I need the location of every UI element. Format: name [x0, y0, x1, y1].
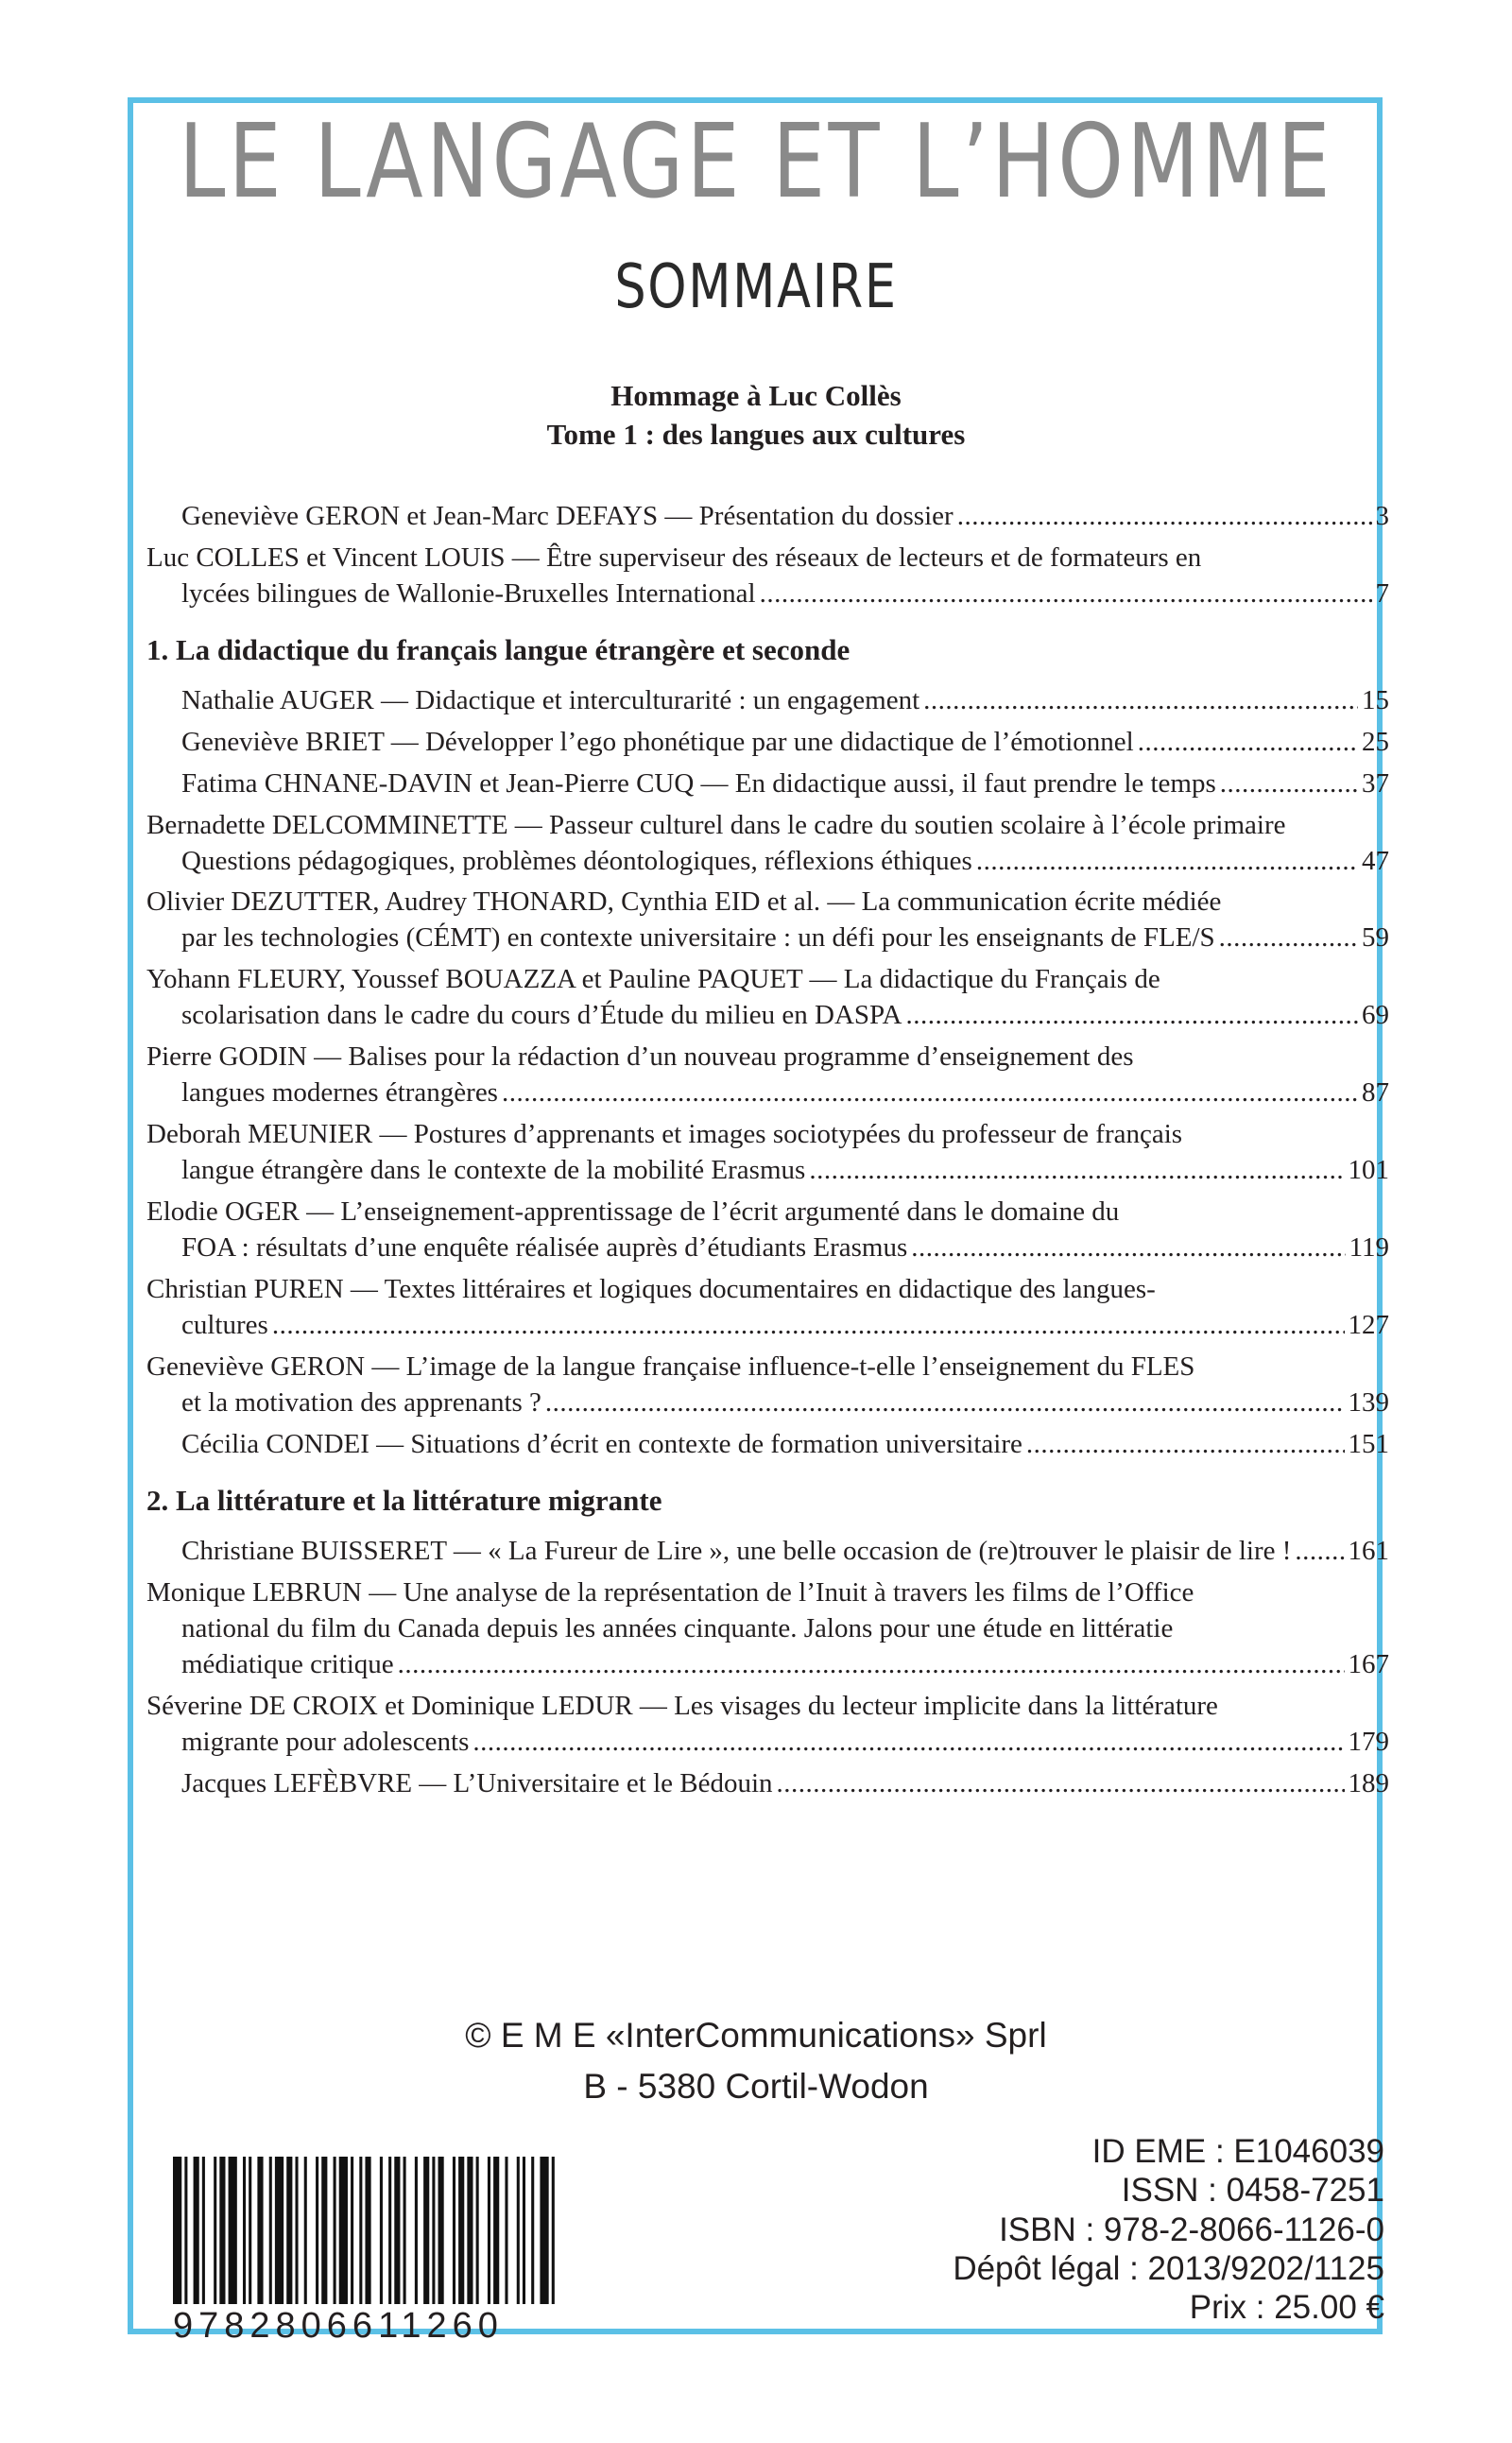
toc-entry-title: Jacques LEFÈBVRE — L’Universitaire et le Bédouin [181, 1767, 773, 1798]
barcode-bar [249, 2157, 251, 2304]
dot-leader [1220, 766, 1358, 802]
barcode-bar [243, 2157, 246, 2304]
barcode-bar [334, 2157, 336, 2304]
toc-entry-last-line [181, 1427, 1389, 1463]
toc-entry-title: Fatima CHNANE-DAVIN et Jean-Pierre CUQ — En didactique aussi, il faut prendre le temps [181, 767, 1216, 799]
page-number: 69 [1362, 1000, 1389, 1031]
toc-entry-title: par les technologies (CÉMT) en contexte universitaire : un défi pour les enseignants de FLE/S [181, 922, 1215, 954]
page-number: 47 [1362, 845, 1389, 876]
toc-entry-title: langues modernes étrangères [181, 1077, 498, 1109]
barcode-bar [458, 2157, 464, 2304]
toc-entry [146, 1427, 1389, 1463]
price: Prix : 25.00 € [1189, 2289, 1384, 2327]
toc-entry-last-line [181, 1308, 1389, 1344]
toc-entry [146, 1350, 1389, 1421]
page-number: 179 [1348, 1726, 1389, 1757]
barcode-bar [438, 2157, 444, 2304]
page-number: 139 [1348, 1387, 1389, 1419]
toc-entry [146, 1272, 1389, 1344]
toc-entry-title: FOA : résultats d’une enquête réalisée auprès d’étudiants Erasmus [181, 1232, 908, 1264]
dot-leader [976, 844, 1358, 880]
dot-leader [502, 1075, 1358, 1111]
toc-entry-last-line [181, 576, 1389, 612]
page-number: 59 [1362, 922, 1389, 954]
identifiers-block [953, 2132, 1384, 2327]
page-number: 151 [1348, 1429, 1389, 1460]
toc-entry-title: médiatique critique [181, 1648, 394, 1679]
barcode-bar [394, 2157, 400, 2304]
barcode-bar [202, 2157, 205, 2304]
toc-entry [146, 499, 1389, 535]
toc-entry-title: migrante pour adolescents [181, 1726, 470, 1757]
barcode-bar [388, 2157, 391, 2304]
page-number: 189 [1348, 1767, 1389, 1798]
toc-entry-last-line [181, 1230, 1389, 1266]
toc-entry-line: Geneviève GERON — L’image de la langue française influence-t-elle l’enseignement du FLES [146, 1351, 1195, 1383]
toc-entry-last-line [181, 499, 1389, 535]
page-number: 7 [1375, 577, 1389, 609]
barcode-bar [275, 2157, 284, 2304]
toc-entry-title: cultures [181, 1310, 268, 1341]
dot-leader [398, 1647, 1345, 1683]
toc-entry-line: Elodie OGER — L’enseignement-apprentissage de l’écrit argumenté dans le domaine du [146, 1196, 1120, 1228]
page-number: 161 [1348, 1535, 1389, 1566]
toc-entry-line: Christian PUREN — Textes littéraires et logiques documentaires en didactique des langues- [146, 1274, 1156, 1305]
toc-entry [146, 885, 1389, 956]
dot-leader [1219, 920, 1358, 956]
barcode-bar [304, 2157, 307, 2304]
barcode-bar [517, 2157, 520, 2304]
toc-entry [146, 808, 1389, 880]
toc-entry [146, 1766, 1389, 1802]
dot-leader [545, 1385, 1345, 1421]
barcode-bar [432, 2157, 435, 2304]
page-number: 167 [1348, 1648, 1389, 1679]
page-number: 101 [1348, 1155, 1389, 1186]
section-heading-1: 1. La didactique du français langue étrangère et seconde [146, 632, 850, 666]
barcode-bar [365, 2157, 370, 2304]
toc-entry [146, 541, 1389, 612]
barcode-bar [380, 2157, 383, 2304]
toc-entry-last-line [181, 1534, 1389, 1570]
issue-subtitle: Hommage à Luc Collès [610, 379, 902, 412]
toc-entry [146, 683, 1389, 719]
barcode-bar [453, 2157, 455, 2304]
page-number: 119 [1349, 1232, 1389, 1264]
toc-entry-last-line [181, 1153, 1389, 1189]
sommaire-heading: SOMMAIRE [614, 252, 898, 322]
barcode-bar [505, 2157, 507, 2304]
barcode-bar [229, 2157, 237, 2304]
dot-leader [472, 1725, 1344, 1761]
dot-leader [809, 1153, 1344, 1189]
page-number: 87 [1362, 1077, 1389, 1109]
page-number: 3 [1375, 501, 1389, 531]
barcode-bar [540, 2157, 548, 2304]
journal-title: LE LANGAGE ET L’HOMME [179, 103, 1333, 221]
toc-entry-last-line [181, 1647, 1389, 1683]
toc-entry-line: Bernadette DELCOMMINETTE — Passeur culturel dans le cadre du soutien scolaire à l’école primaire [146, 809, 1286, 840]
isbn: ISBN : 978-2-8066-1126-0 [999, 2211, 1384, 2248]
barcode-bar [257, 2157, 263, 2304]
toc-entry-title: langue étrangère dans le contexte de la mobilité Erasmus [181, 1155, 806, 1186]
toc-entry-last-line [181, 683, 1389, 719]
page-number: 127 [1348, 1310, 1389, 1341]
toc-entry [146, 1040, 1389, 1111]
toc-entry-last-line [181, 725, 1389, 761]
barcode-bar [269, 2157, 272, 2304]
barcode-bar [531, 2157, 534, 2304]
barcode-bar [214, 2157, 216, 2304]
toc-entry-last-line [181, 1766, 1389, 1802]
toc-entry-title: Cécilia CONDEI — Situations d’écrit en contexte de formation universitaire [181, 1429, 1022, 1460]
barcode-bar [351, 2157, 353, 2304]
barcode-bar [295, 2157, 298, 2304]
dot-leader [957, 499, 1372, 535]
barcode-bar [493, 2157, 499, 2304]
toc-entry-last-line [181, 1725, 1389, 1761]
toc-entry-title: Geneviève BRIET — Développer l’ego phonétique par une didactique de l’émotionnel [181, 726, 1134, 757]
dot-leader [272, 1308, 1345, 1344]
issn: ISSN : 0458-7251 [1121, 2172, 1384, 2210]
page-number: 15 [1362, 684, 1389, 715]
toc-entry-line: Pierre GODIN — Balises pour la rédaction d’un nouveau programme d’enseignement des [146, 1041, 1134, 1073]
barcode-bar [467, 2157, 472, 2304]
barcode-bar [316, 2157, 318, 2304]
dot-leader [923, 683, 1358, 719]
toc-entry-last-line [181, 920, 1389, 956]
barcode-bar [219, 2157, 225, 2304]
section-1-entries [146, 683, 1389, 1464]
toc-entry-last-line [181, 1385, 1389, 1421]
toc-entry-last-line [181, 844, 1389, 880]
publisher-address: B - 5380 Cortil-Wodon [583, 2067, 929, 2106]
publisher-name: © E M E «InterCommunications» Sprl [465, 2016, 1047, 2055]
toc-entry [146, 1689, 1389, 1761]
dot-leader [1295, 1534, 1344, 1570]
toc-entry-last-line [181, 998, 1389, 1034]
barcode-bar [423, 2157, 429, 2304]
barcode-bar [286, 2157, 292, 2304]
barcode-bar [488, 2157, 490, 2304]
section-2-entries [146, 1534, 1389, 1802]
toc-entry-line: Deborah MEUNIER — Postures d’apprenants et images sociotypées du professeur de français [146, 1119, 1183, 1150]
barcode [173, 2157, 560, 2304]
toc-entry-title: Questions pédagogiques, problèmes déontologiques, réflexions éthiques [181, 845, 972, 876]
barcode-bar [359, 2157, 362, 2304]
page-number: 25 [1362, 726, 1389, 757]
toc-entry-last-line [181, 1075, 1389, 1111]
table-of-contents [146, 499, 1389, 1808]
barcode-bar [339, 2157, 348, 2304]
barcode-bar [173, 2157, 181, 2304]
dot-leader [911, 1230, 1345, 1266]
toc-entry [146, 1575, 1389, 1683]
barcode-bar [321, 2157, 327, 2304]
barcode-bar [552, 2157, 555, 2304]
intro-entries [146, 499, 1389, 612]
barcode-bar [523, 2157, 525, 2304]
toc-entry-line: Monique LEBRUN — Une analyse de la représentation de l’Inuit à travers les films de l’Office [146, 1576, 1194, 1608]
toc-entry-line: Séverine DE CROIX et Dominique LEDUR — Les visages du lecteur implicite dans la littérature [146, 1690, 1218, 1721]
toc-entry-title: Christiane BUISSERET — « La Fureur de Lire », une belle occasion de (re)trouver le plaisir de lire ! [181, 1535, 1292, 1566]
dot-leader [777, 1766, 1345, 1802]
toc-entry-line: Yohann FLEURY, Youssef BOUAZZA et Pauline PAQUET — La didactique du Français de [146, 964, 1160, 995]
barcode-bar [194, 2157, 199, 2304]
barcode-bar [476, 2157, 479, 2304]
section-heading-2: 2. La littérature et la littérature migrante [146, 1484, 662, 1518]
toc-entry [146, 725, 1389, 761]
volume-subtitle: Tome 1 : des langues aux cultures [546, 418, 966, 451]
toc-entry-line: Luc COLLES et Vincent LOUIS — Être superviseur des réseaux de lecteurs et de formateurs en [146, 542, 1202, 573]
toc-entry [146, 766, 1389, 802]
toc-entry-line: national du film du Canada depuis les années cinquante. Jalons pour une étude en littératie [181, 1612, 1174, 1643]
toc-entry-title: et la motivation des apprenants ? [181, 1387, 541, 1419]
dot-leader [1026, 1427, 1345, 1463]
dot-leader [1138, 725, 1358, 761]
toc-entry [146, 1195, 1389, 1266]
legal-deposit: Dépôt légal : 2013/9202/1125 [953, 2249, 1384, 2287]
toc-entry-last-line [181, 766, 1389, 802]
toc-entry-title: Nathalie AUGER — Didactique et interculturarité : un engagement [181, 684, 920, 715]
barcode-bar [415, 2157, 418, 2304]
toc-entry-title: scolarisation dans le cadre du cours d’Étude du milieu en DASPA [181, 1000, 902, 1031]
dot-leader [760, 576, 1372, 612]
barcode-bar [184, 2157, 187, 2304]
toc-entry [146, 1117, 1389, 1189]
toc-entry [146, 962, 1389, 1034]
barcode-number: 9782806611260 [173, 2306, 504, 2346]
toc-entry [146, 1534, 1389, 1570]
toc-entry-line: Olivier DEZUTTER, Audrey THONARD, Cynthia EID et al. — La communication écrite médiée [146, 886, 1222, 918]
id-eme: ID EME : E1046039 [1091, 2133, 1384, 2170]
barcode-bar [404, 2157, 406, 2304]
toc-entry-title: Geneviève GERON et Jean-Marc DEFAYS — Présentation du dossier [181, 501, 954, 531]
toc-entry-title: lycées bilingues de Wallonie-Bruxelles International [181, 577, 756, 609]
dot-leader [905, 998, 1358, 1034]
page-number: 37 [1362, 767, 1389, 799]
